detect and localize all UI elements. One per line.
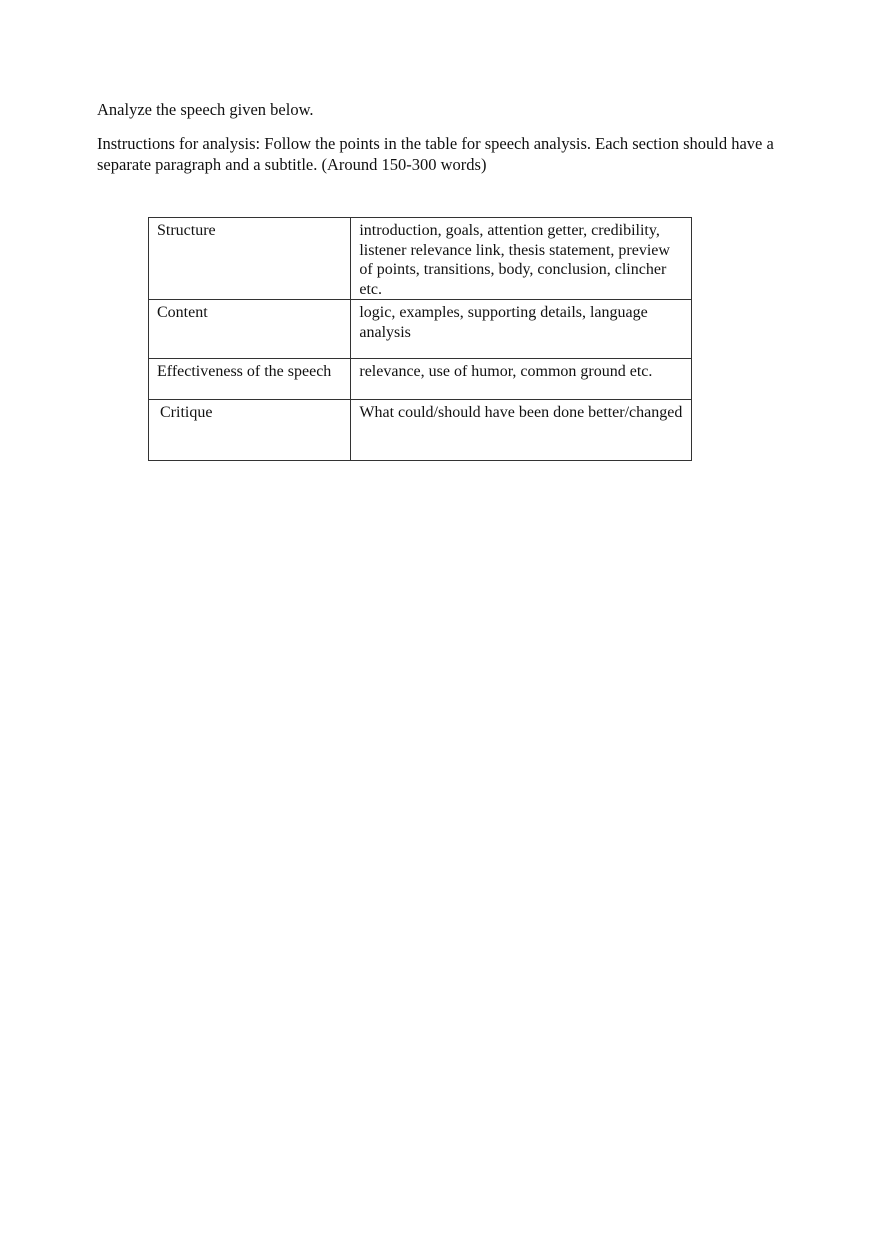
table-row [149, 400, 692, 461]
row-label: Effectiveness of the speech [149, 359, 351, 400]
intro-text: Analyze the speech given below. [97, 100, 314, 119]
row-label: Critique [160, 404, 213, 421]
row-label: Structure [149, 218, 351, 300]
instructions-text: Instructions for analysis: Follow the points in the table for speech analysis. Each section should have a separate paragraph and a subtitle. (Around 150-300 words) [97, 134, 774, 174]
table-row [149, 218, 692, 300]
row-points: What could/should have been done better/changed [351, 400, 692, 461]
analysis-table [148, 217, 692, 461]
row-points: relevance, use of humor, common ground etc. [351, 359, 692, 400]
table-row [149, 300, 692, 359]
row-label: Content [149, 300, 351, 359]
row-points: logic, examples, supporting details, language analysis [351, 300, 692, 359]
row-points: introduction, goals, attention getter, credibility, listener relevance link, thesis statement, preview of points, transitions, body, conclusion, clincher etc. [351, 218, 692, 300]
table-row [149, 359, 692, 400]
